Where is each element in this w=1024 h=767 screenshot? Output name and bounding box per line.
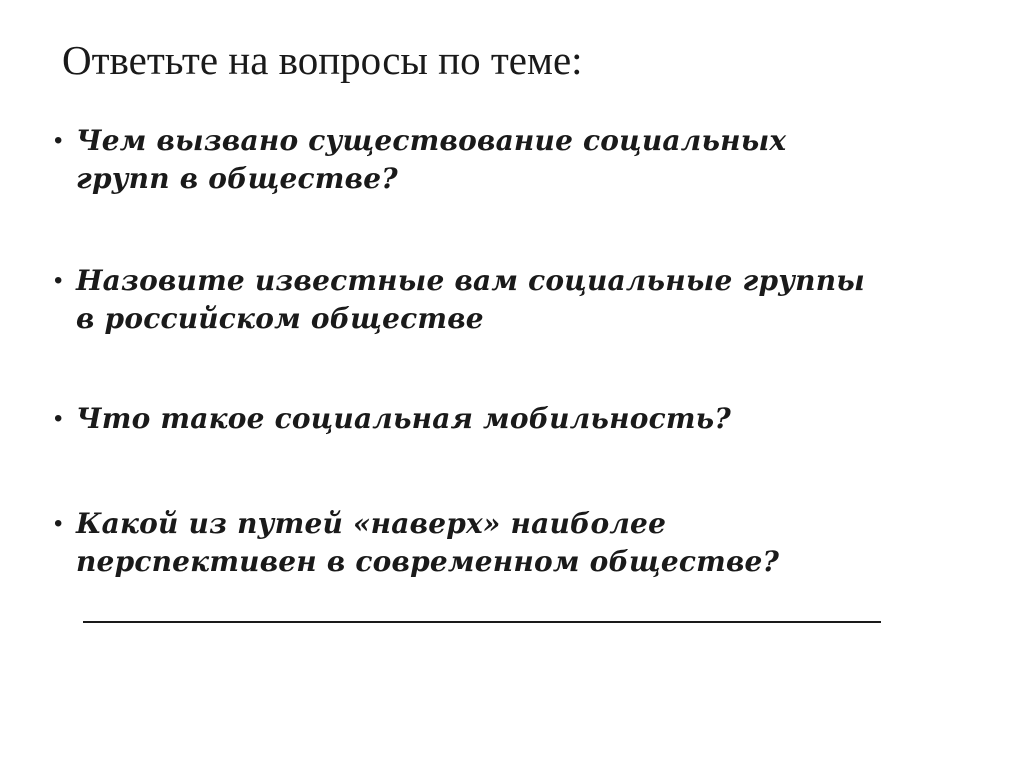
- question-text: [76, 122, 786, 198]
- bullet-icon: •: [54, 267, 63, 294]
- question-item: [54, 122, 994, 198]
- slide-title: Ответьте на вопросы по теме:: [62, 37, 583, 83]
- question-line: Чем вызвано существование социальных: [76, 124, 787, 157]
- question-line: Назовите известные вам социальные группы: [76, 264, 865, 297]
- question-line: групп в обществе?: [76, 162, 398, 195]
- question-text: [76, 400, 731, 438]
- question-line: перспективен в современном обществе?: [76, 545, 780, 578]
- question-item: [54, 505, 994, 581]
- question-line: в российском обществе: [76, 302, 484, 335]
- question-item: [54, 262, 994, 338]
- bullet-icon: •: [54, 127, 63, 154]
- question-line: Какой из путей «наверх» наиболее: [76, 507, 667, 540]
- question-item: [54, 400, 994, 438]
- question-line: Что такое социальная мобильность?: [76, 402, 731, 435]
- question-text: [76, 505, 779, 581]
- answer-underline: [83, 621, 881, 623]
- question-text: [76, 262, 865, 338]
- bullet-icon: •: [54, 510, 63, 537]
- bullet-icon: •: [54, 405, 63, 432]
